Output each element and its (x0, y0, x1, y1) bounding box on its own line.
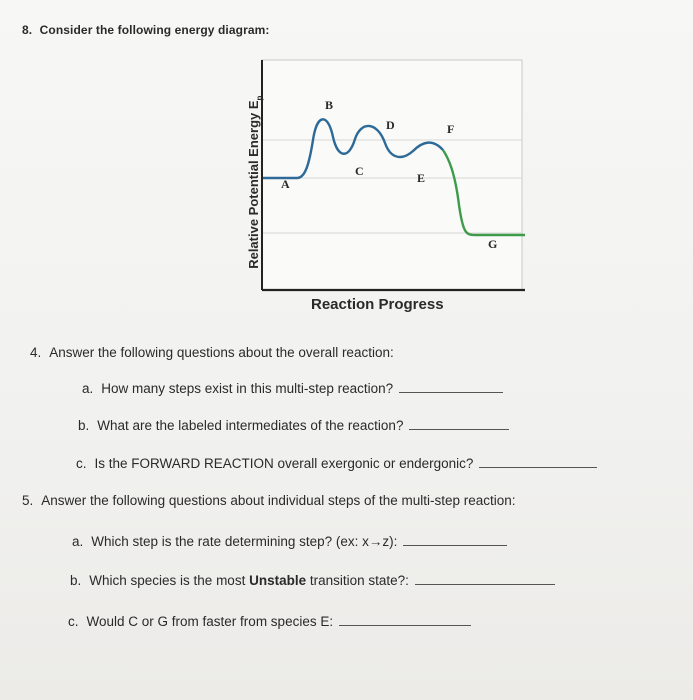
y-axis-label: Relative Potential Energy $E_p$ (246, 95, 264, 269)
point-label-d: D (386, 118, 395, 132)
question-4-heading (30, 345, 394, 360)
question-text: Answer the following questions about the overall reaction: (49, 345, 394, 360)
item-label: a. (82, 381, 94, 396)
answer-blank[interactable] (409, 419, 509, 430)
point-label-b: B (325, 98, 334, 112)
answer-blank[interactable] (479, 457, 597, 468)
answer-blank[interactable] (399, 382, 503, 393)
item-text: What are the labeled intermediates of the reaction? (97, 418, 404, 433)
item-label: c. (76, 456, 87, 471)
item-text: Which step is the rate determining step? (ex: x→z): (91, 534, 398, 549)
section-heading-text: Consider the following energy diagram: (39, 23, 270, 37)
section-number: 8. (22, 23, 33, 37)
item-label: b. (78, 418, 90, 433)
question-4b (78, 418, 509, 433)
point-label-f: F (447, 122, 455, 136)
question-number: 4. (30, 345, 42, 360)
item-text-bold: Unstable (249, 573, 307, 588)
item-label: b. (70, 573, 82, 588)
item-text-after: transition state?: (306, 573, 409, 588)
answer-blank[interactable] (415, 574, 555, 585)
question-5a (72, 534, 507, 549)
energy-diagram-plot (225, 55, 530, 295)
energy-diagram (225, 55, 530, 315)
question-5c (68, 614, 471, 629)
answer-blank[interactable] (339, 615, 471, 626)
item-text-before: Which species is the most (89, 573, 250, 588)
question-text: Answer the following questions about individual steps of the multi-step reaction: (41, 493, 516, 508)
question-5b (70, 573, 555, 588)
question-4a (82, 381, 503, 396)
point-label-a: A (281, 177, 290, 191)
question-4c (76, 456, 597, 471)
x-axis-label: Reaction Progress (311, 296, 444, 313)
item-text: Would C or G from faster from species E: (86, 614, 334, 629)
point-label-c: C (355, 164, 364, 178)
question-number: 5. (22, 493, 34, 508)
item-text: How many steps exist in this multi-step reaction? (101, 381, 394, 396)
point-label-g: G (488, 237, 498, 251)
item-text: Is the FORWARD REACTION overall exergonic or endergonic? (94, 456, 474, 471)
question-5-heading (22, 493, 516, 508)
item-label: a. (72, 534, 84, 549)
section-heading (22, 23, 269, 37)
plot-frame (262, 60, 522, 290)
item-label: c. (68, 614, 79, 629)
point-label-e: E (417, 171, 426, 185)
answer-blank[interactable] (403, 535, 507, 546)
